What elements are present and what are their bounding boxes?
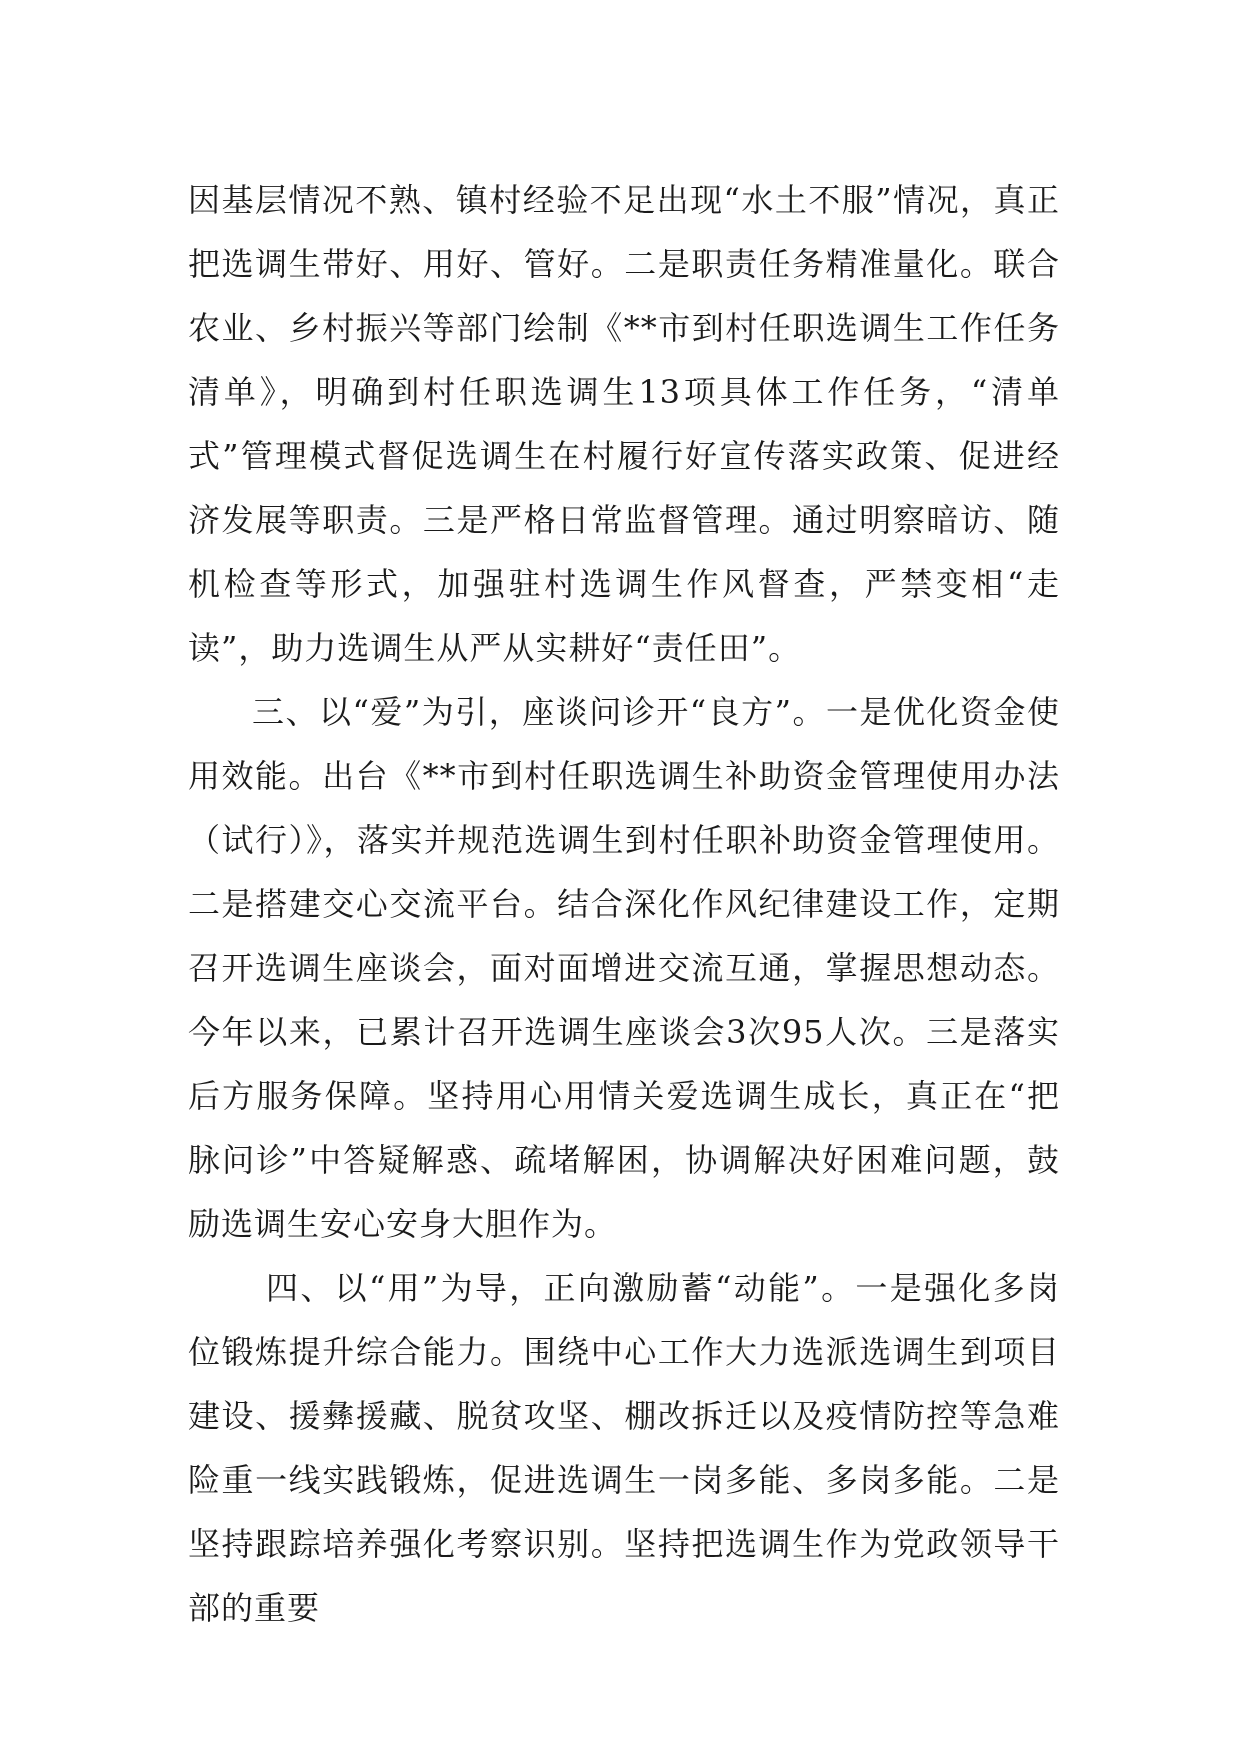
paragraph-section-four: 四、以“用”为导，正向激励蓄“动能”。一是强化多岗位锻炼提升综合能力。围绕中心工作大力选派选调生到项目建设、援彝援藏、脱贫攻坚、棚改拆迁以及疫情防控等急难险重一线实践锻炼，促进选调生一岗多能、多岗多能。二是坚持跟踪培养强化考察识别。坚持把选调生作为党政领导干部的重要 (188, 1269, 1060, 1627)
paragraph-continuation: 因基层情况不熟、镇村经验不足出现“水土不服”情况，真正把选调生带好、用好、管好。二是职责任务精准量化。联合农业、乡村振兴等部门绘制《**市到村任职选调生工作任务清单》，明确到村任职选调生13项具体工作任务，“清单式”管理模式督促选调生在村履行好宣传落实政策、促进经济发展等职责。三是严格日常监督管理。通过明察暗访、随机检查等形式，加强驻村选调生作风督查，严禁变相“走读”，助力选调生从严从实耕好“责任田”。 (188, 181, 1060, 667)
paragraph-section-three: 三、以“爱”为引，座谈问诊开“良方”。一是优化资金使用效能。出台《**市到村任职选调生补助资金管理使用办法（试行）》，落实并规范选调生到村任职补助资金管理使用。二是搭建交心交流平台。结合深化作风纪律建设工作，定期召开选调生座谈会，面对面增进交流互通，掌握思想动态。今年以来，已累计召开选调生座谈会3次95人次。三是落实后方服务保障。坚持用心用情关爱选调生成长，真正在“把脉问诊”中答疑解惑、疏堵解困，协调解决好困难问题，鼓励选调生安心安身大胆作为。 (188, 693, 1060, 1243)
document-body (188, 168, 1060, 1640)
